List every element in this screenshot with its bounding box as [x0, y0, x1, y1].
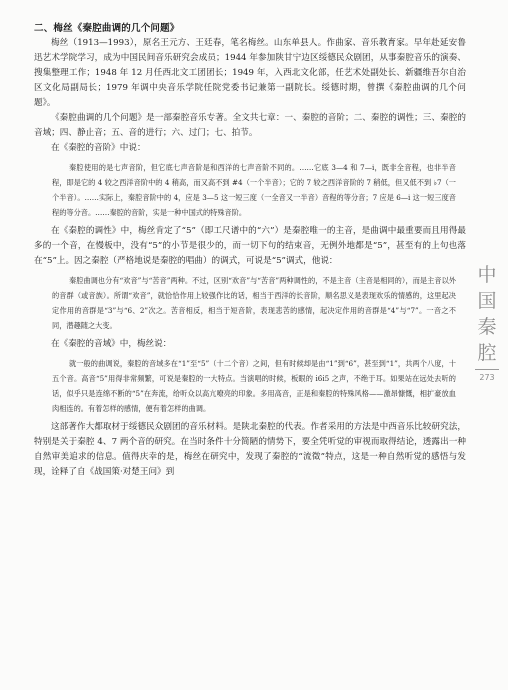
paragraph-tonality: 在《秦腔的调性》中，梅丝肯定了“5”（即工尺谱中的“六”）是秦腔唯一的主音，是曲调中最重要而且用得最多的一个音，在慢板中，没有“5”的小节是很少的，而一切下句的结束音，无例外地都是“5”，甚至有的上句也落在“5”上。因之秦腔（严格地说是秦腔的唱曲）的调式，可说是“5”调式，他说：	[34, 226, 466, 266]
paragraph-range-intro: 在《秦腔的音域》中，梅丝说：	[51, 339, 172, 349]
side-char: 腔	[477, 342, 497, 364]
quote-tonality: 秦腔曲调也分有“欢音”与“苦音”两种。不过，区别“欢音”与“苦音”两种调性的，不是主音（主音是相同的），而是主音以外的音群（或音族）。所谓“欢音”，就恰恰作用上较强作比的话，相当于西洋的长音阶，顺名思义是表现欢乐的情感的，这里起决定作用的音群是“3”与“6、2”次之。苦音相反，相当于短音阶，表现悲苦的感情，起决定作用的音群是“4”与“7”。一音之不同，潜趣随之大变。	[52, 276, 456, 330]
paragraph-overview: 《秦腔曲调的几个问题》是一部秦腔音乐专著。全文共七章：一、秦腔的音阶；二、秦腔的调性；三、秦腔的音域；四、静止音；五、音的进行；六、过门；七、拍节。	[34, 113, 466, 138]
paragraph-biography: 梅丝（1913—1993），原名王元方、王廷春，笔名梅丝。山东单县人。作曲家、音乐教育家。早年赴延安鲁迅艺术学院学习，成为中国民间音乐研究会成员；1944 年参加陕甘宁边区绥德民众剧团，从事秦腔音乐的演奏、搜集整理工作；1948 年 12 月任西北文工团团长；1949 年，入西北文化部，任艺术处副处长、新疆维吾尔自治区文化局副局长；1979 年调中央音乐学院任院党委书记兼第一副院长。绥德时期，曾撰《秦腔曲调的几个问题》。	[34, 38, 466, 108]
side-char: 秦	[477, 316, 497, 338]
side-char: 中	[477, 264, 497, 286]
paragraph-scale-intro: 在《秦腔的音阶》中说：	[51, 143, 146, 153]
quote-range: 就一般的曲调说，秦腔的音域多在“1”至“5”（十二个音）之间，但有时候却是由“1”到“6”，甚至到“1”，共两个八度，十五个音。高音“5”用得非常频繁，可说是秦腔的一大特点。当演唱的时候，板眼的 i̇6̇i̇5 之声，不绝于耳。如果站在远处去听的话，似乎只是连绵不断的“5”在奔流，给听众以高亢嘹亮的印象。多用高音，正是和秦腔的特殊风格——激昂慷慨，相扩豪放血肉相连的。有着怎样的感情，便有着怎样的曲调。	[52, 359, 456, 413]
side-running-title	[472, 262, 502, 382]
main-text	[34, 20, 466, 480]
quote-scale: 秦腔使用的是七声音阶，但它底七声音阶是和西洋的七声音阶不同的。……它底 3—4 和 7—i，既非全音程，也非半音程，即是它的 4 较之西洋音阶中的 4 稍高，而又高不到 #4（一个半音）；它的 7 较之西洋音阶的 7 稍低，但又低不到 ♭7（一个半音）。……实际上，秦腔音阶中的 4，应是 3—5 这一短三度（一全音又一半音）音程的等分音；7 应是 6—i 这一短三度音程的等分音。……秦腔的音阶，实是一种中国式的特殊音阶。	[52, 163, 456, 217]
side-rule	[475, 369, 499, 370]
page-number: 273	[479, 373, 495, 382]
section-title: 二、梅丝《秦腔曲调的几个问题》	[34, 23, 180, 34]
side-char: 国	[477, 290, 497, 312]
paragraph-summary: 这部著作大都取材于绥德民众剧团的音乐材料。是陕北秦腔的代表。作者采用的方法是中西音乐比较研究法，特别是关于秦腔 4、7 两个音的研究。在当时条件十分简陋的情势下，要全凭听觉的审视而取得结论，透露出一种自然审美追求的信息。值得庆幸的是，梅丝在研究中，发现了秦腔的“流徵”特点，这是一种自然听觉的感悟与发现，诠释了自《战国策·对楚王问》到	[34, 422, 466, 477]
